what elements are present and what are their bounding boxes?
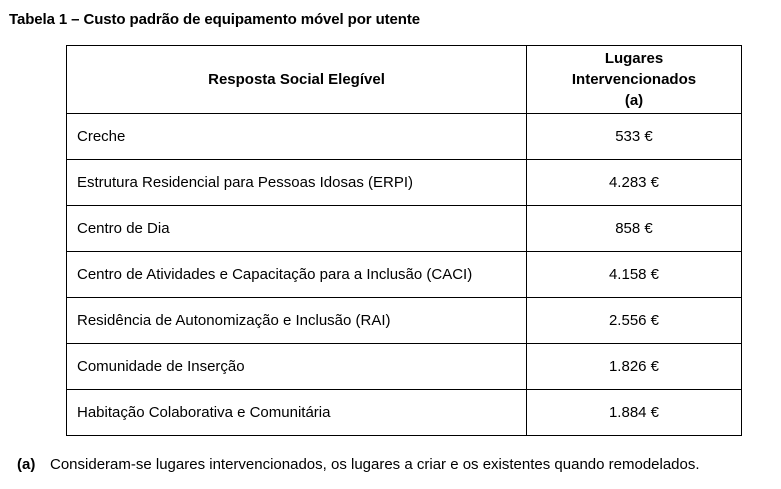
row-resposta: Habitação Colaborativa e Comunitária [67, 390, 527, 436]
cost-table [66, 45, 742, 436]
row-valor: 858 € [527, 206, 742, 252]
table-header-row [67, 46, 742, 114]
row-valor: 533 € [527, 114, 742, 160]
table-row [67, 206, 742, 252]
row-resposta: Centro de Dia [67, 206, 527, 252]
row-resposta: Residência de Autonomização e Inclusão (RAI) [67, 298, 527, 344]
row-resposta: Comunidade de Inserção [67, 344, 527, 390]
table-row [67, 344, 742, 390]
table-row [67, 252, 742, 298]
table-row [67, 390, 742, 436]
header-line-2: Intervencionados [571, 71, 697, 88]
footnote-text: Consideram-se lugares intervencionados, os lugares a criar e os existentes quando remodelados. [50, 456, 700, 473]
footnote-marker: (a) [17, 456, 36, 473]
table-row [67, 298, 742, 344]
header-lugares-intervencionados [527, 46, 742, 114]
header-line-3: (a) [624, 92, 644, 109]
header-resposta-social: Resposta Social Elegível [67, 46, 527, 114]
row-valor: 4.158 € [527, 252, 742, 298]
table-row [67, 160, 742, 206]
row-resposta: Creche [67, 114, 527, 160]
table-footnote [17, 456, 700, 473]
row-resposta: Estrutura Residencial para Pessoas Idosas (ERPI) [67, 160, 527, 206]
table-caption: Tabela 1 – Custo padrão de equipamento móvel por utente [9, 11, 420, 28]
header-line-1: Lugares [604, 50, 664, 67]
row-resposta: Centro de Atividades e Capacitação para a Inclusão (CACI) [67, 252, 527, 298]
row-valor: 4.283 € [527, 160, 742, 206]
row-valor: 1.826 € [527, 344, 742, 390]
table-row [67, 114, 742, 160]
row-valor: 2.556 € [527, 298, 742, 344]
row-valor: 1.884 € [527, 390, 742, 436]
